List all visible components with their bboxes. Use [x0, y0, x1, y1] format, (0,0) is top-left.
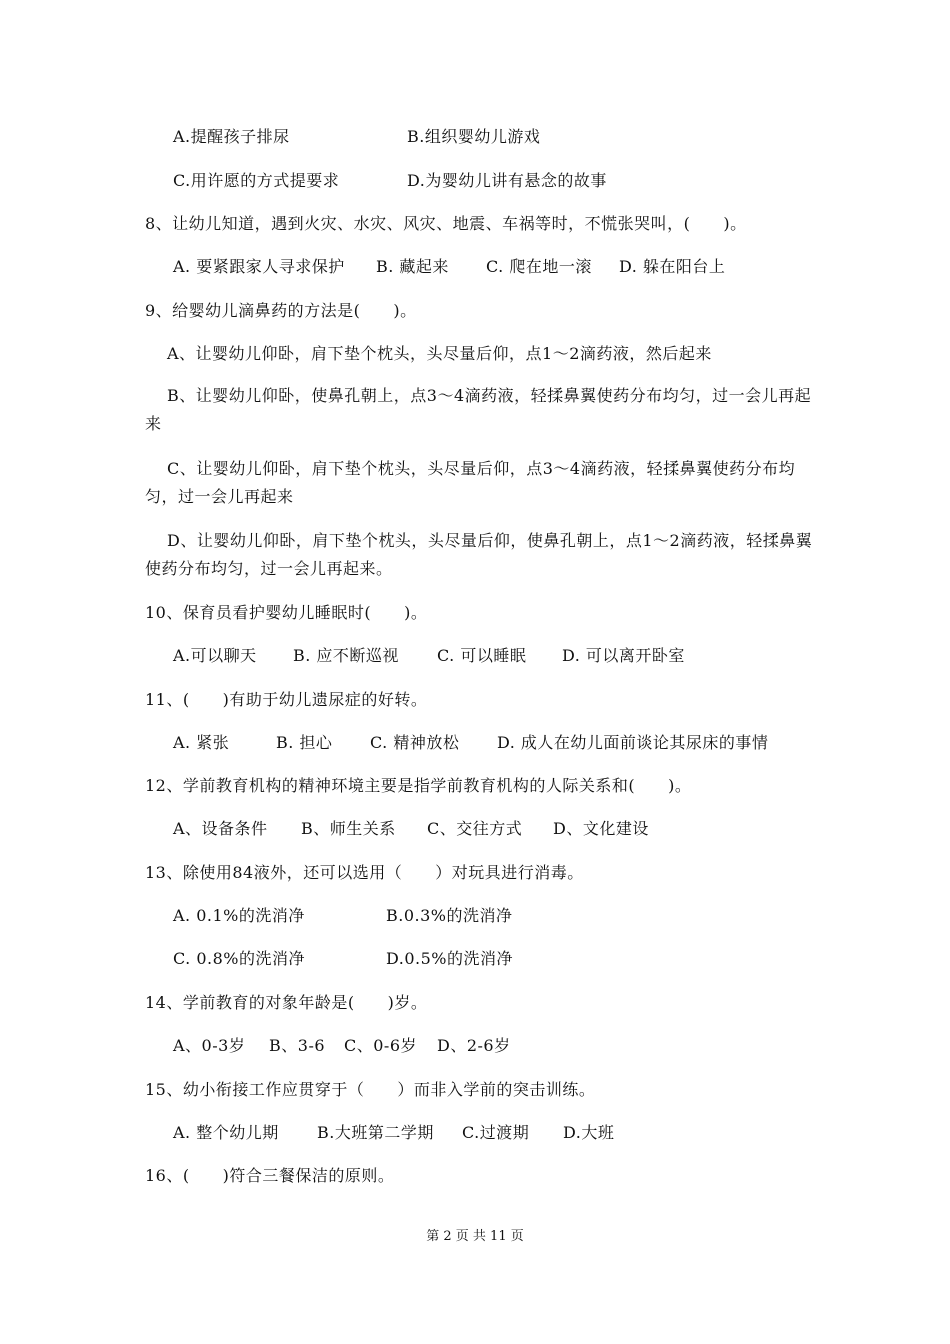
q10-option-b: B. 应不断巡视 [293, 646, 399, 665]
q11-option-c: C. 精神放松 [370, 733, 460, 752]
q10-question: 10、保育员看护婴幼儿睡眠时( )。 [145, 603, 428, 622]
q9-option-a: A、让婴幼儿仰卧，肩下垫个枕头，头尽量后仰，点1～2滴药液，然后起来 [167, 344, 712, 363]
q11-option-d: D. 成人在幼儿面前谈论其尿床的事情 [497, 733, 769, 752]
q15-option-a: A. 整个幼儿期 [173, 1123, 279, 1142]
q9-option-c: C、让婴幼儿仰卧，肩下垫个枕头，头尽量后仰，点3～4滴药液，轻揉鼻翼使药分布均匀，过一会儿再起来 [145, 459, 796, 506]
q13-option-a: A. 0.1%的洗消净 [173, 906, 305, 925]
q12-option-b: B、师生关系 [301, 819, 396, 838]
q13-option-b: B.0.3%的洗消净 [386, 906, 513, 925]
q16-question: 16、( )符合三餐保洁的原则。 [145, 1166, 395, 1185]
q11-question: 11、( )有助于幼儿遗尿症的好转。 [145, 690, 428, 709]
q7-option-b: B.组织婴幼儿游戏 [407, 127, 541, 146]
q8-option-c: C. 爬在地一滚 [486, 257, 592, 276]
q8-option-d: D. 躲在阳台上 [619, 257, 726, 276]
page-footer: 第 2 页 共 11 页 [426, 1229, 524, 1244]
q8-option-a: A. 要紧跟家人寻求保护 [173, 257, 345, 276]
q9-question: 9、给婴幼儿滴鼻药的方法是( )。 [145, 301, 417, 320]
q15-question: 15、幼小衔接工作应贯穿于（ ）而非入学前的突击训练。 [145, 1080, 596, 1099]
q9-option-d: D、让婴幼儿仰卧，肩下垫个枕头，头尽量后仰，使鼻孔朝上，点1～2滴药液，轻揉鼻翼使药分布均匀，过一会儿再起来。 [145, 531, 813, 578]
q15-option-b: B.大班第二学期 [317, 1123, 434, 1142]
q15-option-c: C.过渡期 [462, 1123, 530, 1142]
q7-option-c: C.用许愿的方式提要求 [173, 171, 340, 190]
q10-option-a: A.可以聊天 [173, 646, 257, 665]
q8-option-b: B. 藏起来 [376, 257, 449, 276]
q13-question: 13、除使用84液外，还可以选用（ ）对玩具进行消毒。 [145, 863, 584, 882]
q15-option-d: D.大班 [563, 1123, 615, 1142]
q10-option-d: D. 可以离开卧室 [562, 646, 685, 665]
q12-option-c: C、交往方式 [427, 819, 523, 838]
q10-option-c: C. 可以睡眠 [437, 646, 527, 665]
q12-question: 12、学前教育机构的精神环境主要是指学前教育机构的人际关系和( )。 [145, 776, 692, 795]
q11-option-a: A. 紧张 [173, 733, 230, 752]
q11-option-b: B. 担心 [276, 733, 333, 752]
q12-option-d: D、文化建设 [553, 819, 649, 838]
q14-option-b: B、3-6 [269, 1036, 326, 1055]
q12-option-a: A、设备条件 [173, 819, 268, 838]
q13-option-d: D.0.5%的洗消净 [386, 949, 513, 968]
q14-option-d: D、2-6岁 [437, 1036, 511, 1055]
q13-option-c: C. 0.8%的洗消净 [173, 949, 305, 968]
q14-question: 14、学前教育的对象年龄是( )岁。 [145, 993, 428, 1012]
q14-option-a: A、0-3岁 [173, 1036, 246, 1055]
q8-question: 8、让幼儿知道，遇到火灾、水灾、风灾、地震、车祸等时，不慌张哭叫，( )。 [145, 214, 747, 233]
q14-option-c: C、0-6岁 [344, 1036, 418, 1055]
q7-option-a: A.提醒孩子排尿 [173, 127, 290, 146]
q7-option-d: D.为婴幼儿讲有悬念的故事 [407, 171, 607, 190]
q9-option-b: B、让婴幼儿仰卧，使鼻孔朝上，点3～4滴药液，轻揉鼻翼使药分布均匀，过一会儿再起来 [145, 386, 812, 433]
